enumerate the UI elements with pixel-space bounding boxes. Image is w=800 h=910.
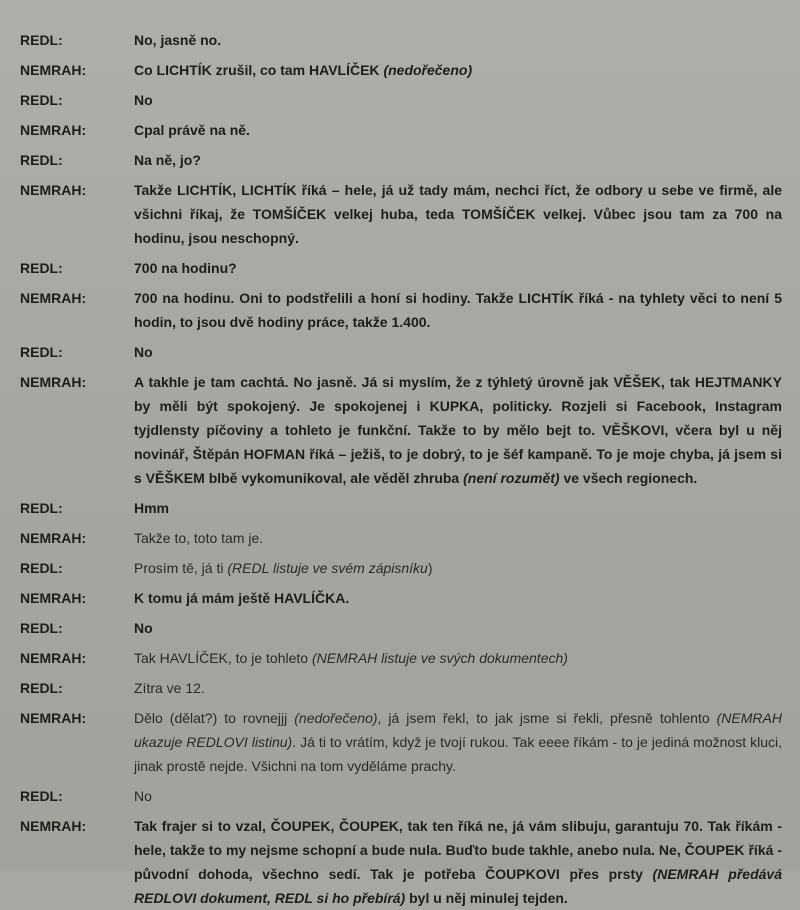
speaker-label: REDL: xyxy=(20,92,63,108)
speech-text xyxy=(134,784,782,808)
speaker-label: REDL: xyxy=(20,260,63,276)
speech-segment: Cpal právě na ně. xyxy=(134,122,250,138)
speech-segment: Takže LICHTÍK, LICHTÍK říká – hele, já už tady mám, nechci říct, že odbory u sebe ve firmě, ale všichni říkaj, že TOMŠÍČEK velkej huba, teda TOMŠÍČEK velkej. Vůbec jsou tam za 700 na hodinu, jsou neschopný. xyxy=(134,182,782,246)
speaker-label: REDL: xyxy=(20,344,63,360)
speech-text xyxy=(134,814,782,910)
speech-segment: 700 na hodinu? xyxy=(134,260,237,276)
speech-segment: No xyxy=(134,620,153,636)
speech-segment: , já jsem řekl, to jak jsme si řekli, přesně tohlento xyxy=(377,710,717,726)
speech-segment: Co LICHTÍK zrušil, co tam HAVLÍČEK xyxy=(134,62,384,78)
transcript xyxy=(10,28,782,910)
speech-segment: No, jasně no. xyxy=(134,32,222,48)
speaker-label: REDL: xyxy=(20,32,63,48)
speech-segment: Tak frajer si to vzal, ČOUPEK, ČOUPEK, tak ten říká ne, já vám slibuju, garantuju 70. Tak říkám - hele, takže to my nejsme schopní a bude nula. Buďto bude takhle, anebo nula. Ne, ČOUPEK říká - původní dohoda, všechno sedí. Tak je potřeba ČOUPKOVI přes prsty xyxy=(134,818,782,882)
speaker-label: REDL: xyxy=(20,680,63,696)
speaker-label: NEMRAH: xyxy=(20,122,87,138)
stage-direction: (NEMRAH ukazuje REDLOVI listinu) xyxy=(134,710,782,750)
transcript-row xyxy=(10,148,782,172)
transcript-row xyxy=(10,178,782,250)
speaker-label: NEMRAH: xyxy=(20,182,87,198)
speech-segment: 700 na hodinu. Oni to podstřelili a honí si hodiny. Takže LICHTÍK říká - na tyhlety věci to není 5 hodin, to jsou dvě hodiny práce, takže 1.400. xyxy=(134,290,782,330)
transcript-row xyxy=(10,676,782,700)
speech-segment: No xyxy=(134,788,152,804)
speech-text xyxy=(134,178,782,250)
speech-text xyxy=(134,646,782,670)
speech-segment: Hmm xyxy=(134,500,170,516)
speech-text xyxy=(134,526,782,550)
speaker-label: NEMRAH: xyxy=(20,710,87,726)
speech-text xyxy=(134,256,782,280)
speaker-label: NEMRAH: xyxy=(20,590,87,606)
speech-text xyxy=(134,706,782,778)
transcript-row xyxy=(10,706,782,778)
speech-segment: byl u něj minulej tejden. xyxy=(405,890,568,906)
speech-segment: Zítra ve 12. xyxy=(134,680,205,696)
speech-segment: Dělo (dělat?) to rovnejjj xyxy=(134,710,295,726)
speech-text xyxy=(134,28,782,52)
speaker-label: NEMRAH: xyxy=(20,530,87,546)
stage-direction: (nedořečeno) xyxy=(294,710,378,726)
transcript-row xyxy=(10,286,782,334)
speech-text xyxy=(134,676,782,700)
speech-segment: Na ně, jo? xyxy=(134,152,201,168)
speech-segment: A takhle je tam cachtá. No jasně. Já si myslím, že z týhletý úrovně jak VĚŠEK, tak HEJTMANKY by měli být spokojený. Je spokojenej i KUPKA, politicky. Rozjeli si Facebook, Instagram tyjdlensty píčoviny a tohleto je funkční. Takže to by mělo bejt to. VĚŠKOVI, včera byl u něj novinář, Štěpán HOFMAN říká – ježiš, to je dobrý, to je šéf kampaně. To je moje chyba, já jsem si s VĚŠKEM blbě vykomunikoval, ale věděl zhruba xyxy=(134,374,782,486)
speech-text xyxy=(134,556,782,580)
transcript-row xyxy=(10,340,782,364)
speech-text xyxy=(134,88,782,112)
speech-segment: Tak HAVLÍČEK, to je tohleto xyxy=(134,650,312,666)
speech-text xyxy=(134,118,782,142)
stage-direction: (NEMRAH listuje ve svých dokumentech) xyxy=(311,650,568,666)
transcript-row xyxy=(10,370,782,490)
speaker-label: NEMRAH: xyxy=(20,290,87,306)
transcript-row xyxy=(10,526,782,550)
speech-segment: ve všech regionech. xyxy=(559,470,698,486)
speech-segment: No xyxy=(134,92,153,108)
speech-segment: No xyxy=(134,344,153,360)
speech-text xyxy=(134,616,782,640)
transcript-row xyxy=(10,814,782,910)
transcript-row xyxy=(10,646,782,670)
speaker-label: NEMRAH: xyxy=(20,818,87,834)
speech-text xyxy=(134,286,782,334)
speech-text xyxy=(134,496,782,520)
speech-text xyxy=(134,586,782,610)
speaker-label: REDL: xyxy=(20,500,63,516)
stage-direction: (není rozumět) xyxy=(463,470,560,486)
speech-text xyxy=(134,340,782,364)
stage-direction: (NEMRAH předává REDLOVI dokument, REDL si ho přebírá) xyxy=(134,866,782,906)
transcript-row xyxy=(10,616,782,640)
speech-segment: Prosím tě, já ti xyxy=(134,560,228,576)
speech-text xyxy=(134,370,782,490)
speaker-label: REDL: xyxy=(20,788,63,804)
speech-segment: K tomu já mám ještě HAVLÍČKA. xyxy=(134,590,350,606)
speech-text xyxy=(134,148,782,172)
speaker-label: NEMRAH: xyxy=(20,62,87,78)
speaker-label: NEMRAH: xyxy=(20,374,87,390)
transcript-row xyxy=(10,556,782,580)
speaker-label: NEMRAH: xyxy=(20,650,87,666)
speech-segment: ) xyxy=(427,560,433,576)
transcript-row xyxy=(10,586,782,610)
transcript-row xyxy=(10,496,782,520)
speaker-label: REDL: xyxy=(20,152,63,168)
speaker-label: REDL: xyxy=(20,560,63,576)
transcript-row xyxy=(10,256,782,280)
transcript-row xyxy=(10,784,782,808)
transcript-row xyxy=(10,118,782,142)
speaker-label: REDL: xyxy=(20,620,63,636)
stage-direction: (nedořečeno) xyxy=(383,62,473,78)
speech-text xyxy=(134,58,782,82)
transcript-row xyxy=(10,88,782,112)
speech-segment: . Já ti to vrátím, když je tvojí rukou. Tak eeee říkám - to je jediná možnost kluci, jinak prostě nejde. Všichni na tom vyděláme prachy. xyxy=(134,734,783,774)
transcript-row xyxy=(10,28,782,52)
stage-direction: (REDL listuje ve svém zápisníku xyxy=(227,560,428,576)
transcript-row xyxy=(10,58,782,82)
speech-segment: Takže to, toto tam je. xyxy=(134,530,264,546)
